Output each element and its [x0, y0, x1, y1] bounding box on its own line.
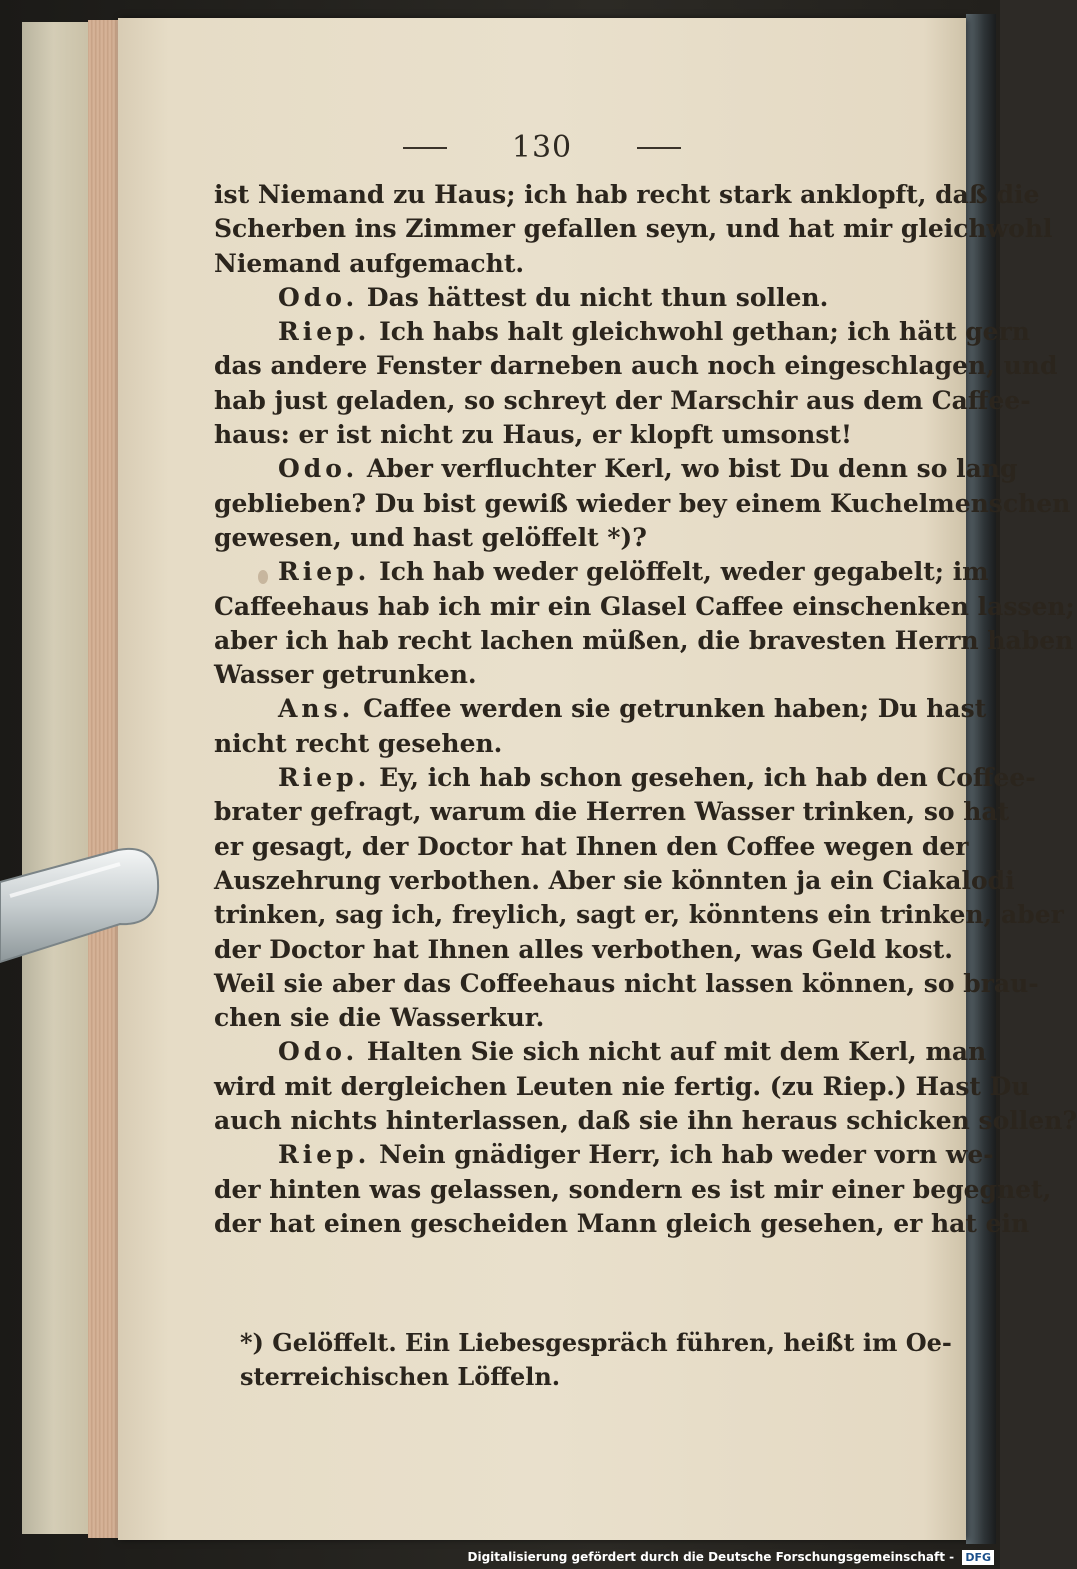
speaker-name: Ans. — [278, 694, 355, 724]
footnote-line: sterreichischen Löffeln. — [240, 1362, 561, 1391]
line-text: der hat einen gescheiden Mann gleich gesehen, er hat ein — [214, 1208, 1030, 1238]
line-text: Scherben ins Zimmer gefallen seyn, und hat mir gleichwohl — [214, 214, 1053, 244]
text-line — [214, 418, 922, 452]
line-text: brater gefragt, warum die Herren Wasser trinken, so hat — [214, 797, 1010, 827]
dfg-logo: DFG — [962, 1550, 994, 1565]
line-text: Wasser getrunken. — [214, 660, 477, 690]
text-line — [214, 864, 1015, 898]
line-text: hab just geladen, so schreyt der Marschir aus dem Caffee- — [214, 385, 1031, 415]
credit-text: Digitalisierung gefördert durch die Deutsche Forschungsgemeinschaft - — [467, 1550, 955, 1564]
book-cover-edge — [22, 22, 93, 1534]
page-stack-edge — [88, 20, 120, 1538]
text-line — [214, 1207, 1030, 1241]
text-line — [214, 349, 1058, 383]
line-text: Nein gnädiger Herr, ich hab weder vorn we- — [379, 1140, 994, 1170]
line-text: Ich hab weder gelöffelt, weder gegabelt; im — [379, 557, 989, 587]
line-text: aber ich hab recht lachen müßen, die bravesten Herrn haben — [214, 625, 1074, 655]
line-text: das andere Fenster darneben auch noch eingeschlagen, und — [214, 351, 1058, 381]
text-line — [214, 590, 1075, 624]
text-line — [214, 178, 1040, 212]
text-line — [214, 692, 987, 726]
line-text: Caffeehaus hab ich mir ein Glasel Caffee einschenken lassen; — [214, 591, 1075, 621]
line-text: Aber verfluchter Kerl, wo bist Du denn so lang — [366, 454, 1018, 484]
body-text — [214, 178, 1077, 1241]
text-line — [214, 212, 1053, 246]
header-rule-right — [637, 147, 681, 149]
text-line — [214, 281, 922, 315]
text-line — [214, 384, 1031, 418]
text-line — [214, 1173, 1052, 1207]
line-text: trinken, sag ich, freylich, sagt er, könntens ein trinken, aber — [214, 900, 1064, 930]
page-header — [118, 130, 966, 170]
footnote — [240, 1326, 952, 1394]
text-line — [214, 1138, 994, 1172]
text-line — [214, 1070, 1030, 1104]
line-text: haus: er ist nicht zu Haus, er klopft umsonst! — [214, 420, 852, 450]
line-text: der hinten was gelassen, sondern es ist mir einer begegnet, — [214, 1174, 1052, 1204]
text-line — [214, 967, 1039, 1001]
text-line — [214, 1001, 922, 1035]
text-line — [214, 795, 1010, 829]
page-number: 130 — [511, 130, 573, 165]
line-text: nicht recht gesehen. — [214, 728, 503, 758]
line-text: gewesen, und hast gelöffelt *)? — [214, 522, 647, 552]
text-line — [214, 933, 954, 967]
book-page — [118, 18, 1077, 1540]
text-line — [214, 247, 922, 281]
speaker-name: Riep. — [278, 1140, 371, 1170]
line-text: chen sie die Wasserkur. — [214, 1003, 545, 1033]
text-line — [214, 315, 1030, 349]
text-line — [214, 521, 922, 555]
text-line — [214, 555, 989, 589]
line-text: Das hättest du nicht thun sollen. — [366, 282, 829, 312]
text-line — [214, 898, 1064, 932]
speaker-name: Odo. — [278, 454, 359, 484]
speaker-name: Riep. — [278, 317, 371, 347]
text-line — [214, 761, 1036, 795]
text-line — [214, 624, 1074, 658]
speaker-name: Riep. — [278, 557, 371, 587]
line-text: Auszehrung verbothen. Aber sie könnten ja ein Ciakalodi — [214, 865, 1015, 895]
line-text: Halten Sie sich nicht auf mit dem Kerl, man — [366, 1037, 987, 1067]
line-text: er gesagt, der Doctor hat Ihnen den Coffee wegen der — [214, 831, 969, 861]
line-text: Ey, ich hab schon gesehen, ich hab den Coffee- — [379, 763, 1036, 793]
line-text: Ich habs halt gleichwohl gethan; ich hätt gern — [379, 317, 1030, 347]
line-text: wird mit dergleichen Leuten nie fertig. (zu Riep.) Hast Du — [214, 1071, 1030, 1101]
text-line — [214, 658, 922, 692]
speaker-name: Odo. — [278, 1037, 359, 1067]
digitization-credit — [468, 1548, 994, 1566]
header-rule-left — [403, 147, 447, 149]
text-line — [214, 452, 1018, 486]
line-text: der Doctor hat Ihnen alles verbothen, was Geld kost. — [214, 934, 954, 964]
footnote-line: *) Gelöffelt. Ein Liebesgespräch führen, heißt im Oe- — [240, 1328, 952, 1357]
text-line — [214, 727, 922, 761]
line-text: geblieben? Du bist gewiß wieder bey einem Kuchelmenschen — [214, 488, 1071, 518]
text-line — [214, 830, 969, 864]
text-line — [214, 1035, 987, 1069]
text-line — [214, 487, 1071, 521]
line-text: Weil sie aber das Coffeehaus nicht lassen können, so brau- — [214, 968, 1039, 998]
speaker-name: Riep. — [278, 763, 371, 793]
line-text: Niemand aufgemacht. — [214, 248, 525, 278]
line-text: auch nichts hinterlassen, daß sie ihn heraus schicken sollen? — [214, 1106, 1077, 1136]
speaker-name: Odo. — [278, 282, 359, 312]
line-text: ist Niemand zu Haus; ich hab recht stark anklopft, daß die — [214, 180, 1040, 209]
line-text: Caffee werden sie getrunken haben; Du hast — [363, 694, 987, 724]
text-line — [214, 1104, 1077, 1138]
